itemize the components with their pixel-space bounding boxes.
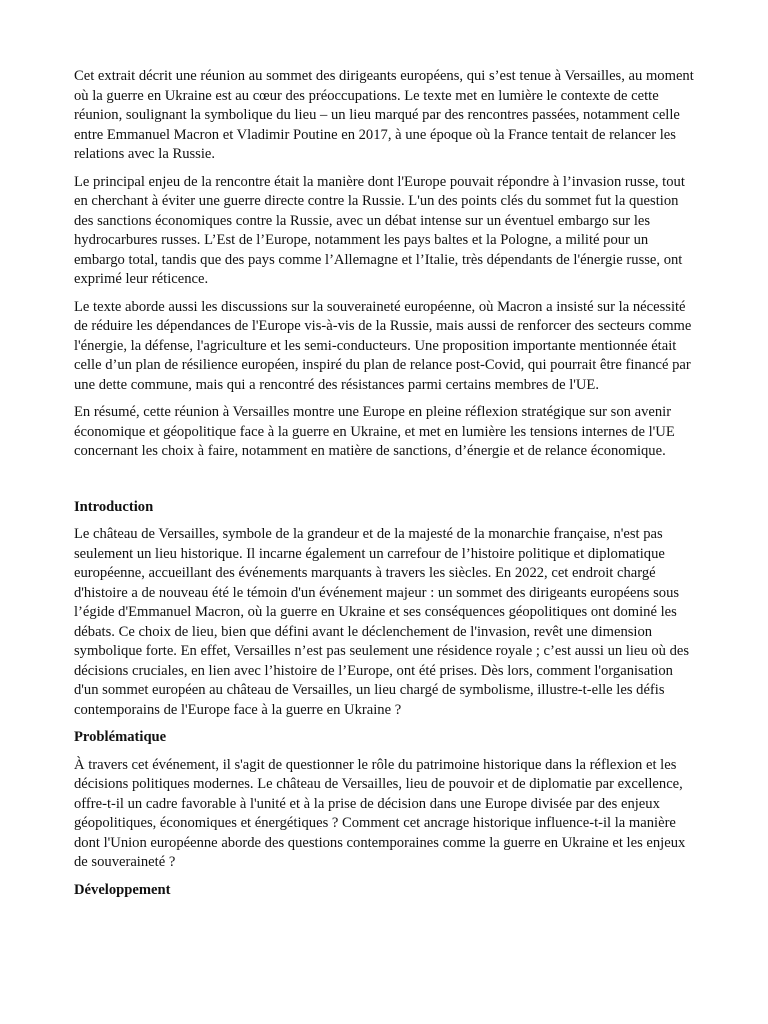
introduction-heading: Introduction <box>74 498 154 515</box>
summary-paragraph-3: Le texte aborde aussi les discussions sur la souveraineté européenne, où Macron a insisté sur la nécessité de réduire les dépendances de l'Europe vis-à-vis de la Russie, mais aussi de renforcer des secteurs comme l'énergie, la défense, l'agriculture et les semi-conducteurs. Une proposition importante mentionnée était celle d’un plan de résilience européen, inspiré du plan de relance post-Covid, qui pourrait être financé par une dette commune, mais qui a rencontré des résistances parmi certains membres de l'UE. <box>74 298 692 393</box>
problematique-paragraph: À travers cet événement, il s'agit de questionner le rôle du patrimoine historique dans la réflexion et les décisions politiques modernes. Le château de Versailles, lieu de pouvoir et de diplomatie par excellence, offre-t-il un cadre favorable à l'unité et à la prise de décision dans une Europe divisée par des enjeux géopolitiques, économiques et énergétiques ? Comment cet ancrage historique influence-t-il la manière dont l'Union européenne aborde des questions contemporaines comme la guerre en Ukraine et les enjeux de souveraineté ? <box>74 756 686 870</box>
problematique-heading: Problématique <box>74 729 167 745</box>
developpement-heading: Développement <box>74 881 171 898</box>
summary-paragraph-1: Cet extrait décrit une réunion au sommet des dirigeants européens, qui s’est tenue à Versailles, au moment où la guerre en Ukraine est au cœur des préoccupations. Le texte met en lumière le contexte de cette réunion, soulignant la symbolique du lieu – un lieu marqué par des rencontres passées, notamment celle entre Emmanuel Macron et Vladimir Poutine en 2017, à une époque où la France tentait de relancer les relations avec la Russie. <box>74 68 694 162</box>
introduction-paragraph: Le château de Versailles, symbole de la grandeur et de la majesté de la monarchie française, n'est pas seulement un lieu historique. Il incarne également un carrefour de l’histoire politique et diplomatique européenne, accueillant des événements marquants à travers les siècles. En 2022, cet endroit chargé d'histoire a de nouveau été le témoin d'un événement majeur : un sommet des dirigeants européens sous l’égide d'Emmanuel Macron, où la guerre en Ukraine et ses conséquences géopolitiques ont dominé les débats. Ce choix de lieu, bien que défini avant le déclenchement de l'invasion, revêt une dimension symbolique forte. En effet, Versailles n’est pas seulement une résidence royale ; c’est aussi un lieu où des décisions cruciales, en lien avec l’histoire de l’Europe, ont été prises. Dès lors, comment l'organisation d'un sommet européen au château de Versailles, un lieu chargé de symbolisme, illustre-t-elle les défis contemporains de l'Europe face à la guerre en Ukraine ? <box>74 526 690 718</box>
section-spacer <box>74 470 694 498</box>
summary-paragraph-4: En résumé, cette réunion à Versailles montre une Europe en pleine réflexion stratégique sur son avenir économique et géopolitique face à la guerre en Ukraine, et met en lumière les tensions internes de l'UE concernant les choix à faire, notamment en matière de sanctions, d’énergie et de relance économique. <box>74 404 675 459</box>
summary-paragraph-2: Le principal enjeu de la rencontre était la manière dont l'Europe pouvait répondre à l’invasion russe, tout en cherchant à éviter une guerre directe contre la Russie. L'un des points clés du sommet fut la question des sanctions économiques contre la Russie, avec un débat intense sur un éventuel embargo sur les hydrocarbures russes. L’Est de l’Europe, notamment les pays baltes et la Pologne, a milité pour un embargo total, tandis que des pays comme l’Allemagne et l’Italie, très dépendants de l'énergie russe, ont exprimé leur réticence. <box>74 173 685 287</box>
